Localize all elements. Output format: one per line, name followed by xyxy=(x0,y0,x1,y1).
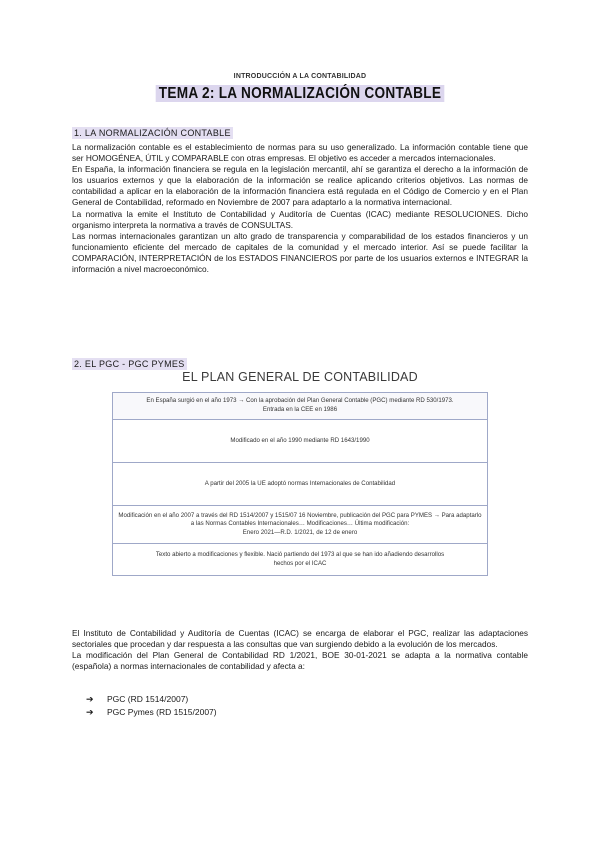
arrow-right-icon: ➔ xyxy=(86,694,94,704)
diagram-cell: En España surgió en el año 1973 → Con la aprobación del Plan General Contable (PGC) mediante RD 530/1973. Entrada en la CEE en 1986 xyxy=(113,393,488,420)
section-1-heading: 1. LA NORMALIZACIÓN CONTABLE xyxy=(74,128,231,138)
section-1-body xyxy=(72,142,528,275)
pgc-timeline-diagram xyxy=(112,370,488,616)
paragraph: Las normas internacionales garantizan un alto grado de transparencia y comparabilidad de los estados financieros y un funcionamiento eficiente del mercado de capitales de la comunidad y el mercado interior. Así se puede facilitar la COMPARACIÓN, INTERPRETACIÓN de los ESTADOS FINANCIEROS por parte de los usuarios externos e INTEGRAR la información a nivel macroeconómico. xyxy=(72,230,528,275)
paragraph: La normalización contable es el establecimiento de normas para su uso generalizado. La información contable tiene que ser HOMOGÉNEA, ÚTIL y COMPARABLE con otras empresas. El objetivo es acceder a mercados internacionales. xyxy=(72,142,528,164)
page-title-text: TEMA 2: LA NORMALIZACIÓN CONTABLE xyxy=(156,85,444,102)
affected-norms-list xyxy=(86,693,217,719)
list-item: ➔ PGC Pymes (RD 1515/2007) xyxy=(86,707,217,717)
paragraph: En España, la información financiera se regula en la legislación mercantil, ahí se garantiza el derecho a la información de los usuarios externos y que la elaboración de la información se realice aplicando criterios objetivos. Las normas de contabilidad a aplicar en la elaboración de la información financiera está regulada en el Código de Comercio y en el Plan General de Contabilidad, reformado en Noviembre de 2007 para adaptarlo a la normativa internacional. xyxy=(72,164,528,208)
diagram-cell: A partir del 2005 la UE adoptó normas Internacionales de Contabilidad xyxy=(113,463,488,506)
section-2-body xyxy=(72,628,528,672)
course-kicker: INTRODUCCIÓN A LA CONTABILIDAD xyxy=(233,73,367,80)
diagram-title: EL PLAN GENERAL DE CONTABILIDAD xyxy=(182,370,418,384)
diagram-table xyxy=(112,392,488,576)
diagram-row xyxy=(113,420,488,463)
diagram-row xyxy=(113,393,488,420)
diagram-cell: Modificación en el año 2007 a través del RD 1514/2007 y 1515/07 16 Noviembre, publicación del PGC para PYMES → Para adaptarlo a las Normas Contables Internacionales… Modificaciones… Última modificación: Enero 2021—R.D. 1/2021, de 12 de enero xyxy=(113,506,488,544)
paragraph: El Instituto de Contabilidad y Auditoría de Cuentas (ICAC) se encarga de elaborar el PGC, realizar las adaptaciones sectoriales que procedan y dar respuesta a las consultas que van surgiendo debido a la evolución de los mercados. xyxy=(72,628,528,650)
paragraph: La modificación del Plan General de Contabilidad RD 1/2021, BOE 30-01-2021 se adapta a la normativa contable (española) a normas internacionales de contabilidad y afecta a: xyxy=(72,650,528,672)
diagram-row xyxy=(113,463,488,506)
diagram-row xyxy=(113,506,488,544)
section-2-heading: 2. EL PGC - PGC PYMES xyxy=(74,359,185,369)
paragraph: La normativa la emite el Instituto de Contabilidad y Auditoría de Cuentas (ICAC) mediante RESOLUCIONES. Dicho organismo interpreta la normativa a través de CONSULTAS. xyxy=(72,208,528,230)
page-title xyxy=(36,85,564,103)
diagram-row xyxy=(113,544,488,576)
arrow-right-icon: ➔ xyxy=(86,707,94,717)
list-item: ➔ PGC (RD 1514/2007) xyxy=(86,694,189,704)
diagram-cell: Texto abierto a modificaciones y flexible. Nació partiendo del 1973 al que se han ido añadiendo desarrollos hechos por el ICAC xyxy=(113,544,488,576)
diagram-cell: Modificado en el año 1990 mediante RD 1643/1990 xyxy=(113,420,488,463)
